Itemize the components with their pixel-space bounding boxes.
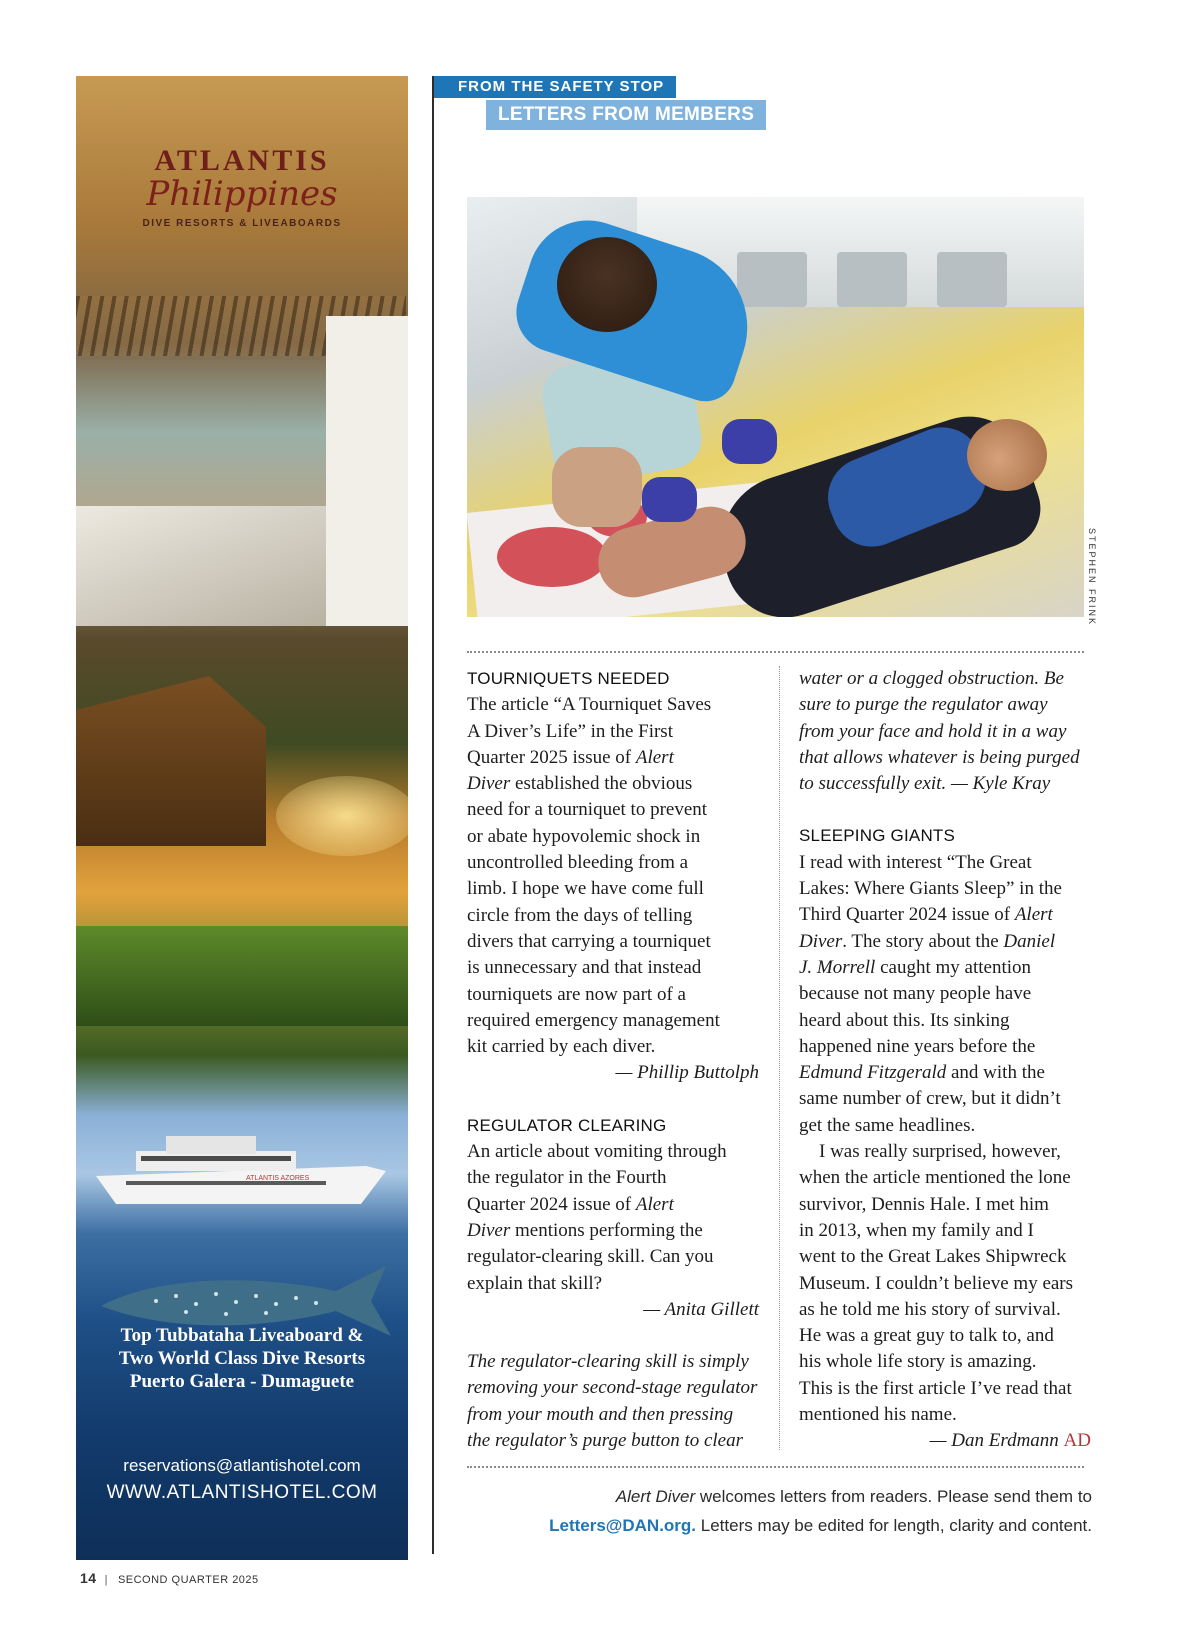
note-line-2	[549, 1511, 1092, 1540]
text-line: I read with interest “The Great	[799, 851, 1032, 873]
letter-heading: TOURNIQUETS NEEDED	[467, 669, 670, 688]
column-dotted-rule	[779, 666, 780, 1450]
bottom-dotted-rule	[467, 1466, 1084, 1468]
text-line: survivor, Dennis Hale. I met him	[799, 1193, 1049, 1215]
text-line: This is the first article I’ve read that	[799, 1377, 1072, 1399]
letter-signature: — Anita Gillett	[643, 1298, 759, 1320]
text-line: when the article mentioned the lone	[799, 1167, 1071, 1189]
letter-body	[467, 692, 759, 1060]
text-line: from your mouth and then pressing	[467, 1403, 734, 1425]
article-column-left	[467, 666, 759, 1454]
text-line: uncontrolled bleeding from a	[467, 852, 689, 874]
text-line: limb. I hope we have come full	[467, 878, 704, 900]
letter-body	[467, 1139, 759, 1297]
text-line: is unnecessary and that instead	[467, 957, 702, 979]
magazine-name: Alert Diver	[615, 1487, 696, 1506]
ad-contact	[76, 1456, 408, 1504]
ad-email-link[interactable]: reservations@atlantishotel.com	[123, 1456, 361, 1475]
text-line: J. Morrell caught my attention	[799, 956, 1031, 978]
ad-white-wall	[326, 316, 408, 626]
ad-liveaboard-boat-image	[96, 1126, 386, 1206]
text-line: required emergency management	[467, 1009, 720, 1031]
photo-diver-head	[967, 419, 1047, 491]
text-line: circle from the days of telling	[467, 904, 693, 926]
editor-reply-continued	[799, 666, 1091, 797]
text-line: mentioned his name.	[799, 1404, 957, 1426]
article-column-right	[799, 666, 1091, 1455]
text-line: He was a great guy to talk to, and	[799, 1325, 1054, 1347]
text-line: Quarter 2025 issue of Alert	[467, 746, 674, 768]
ad-tagline-line: Puerto Galera - Dumaguete	[129, 1371, 355, 1392]
column-divider	[432, 76, 434, 1554]
letter-signature	[799, 1428, 1091, 1454]
text-line: Edmund Fitzgerald and with the	[799, 1062, 1045, 1084]
photo-credit: STEPHEN FRINK	[1087, 528, 1097, 627]
text-line: that allows whatever is being purged	[799, 746, 1080, 768]
text-line: need for a tourniquet to prevent	[467, 799, 708, 821]
text-line: to successfully exit. — Kyle Kray	[799, 773, 1051, 795]
letter-heading: SLEEPING GIANTS	[799, 826, 956, 846]
photo-bench-slot	[837, 252, 907, 307]
ad-sunset-glow	[276, 776, 408, 856]
ad-tagline-line: Top Tubbataha Liveaboard &	[120, 1325, 364, 1346]
text-line: Third Quarter 2024 issue of Alert	[799, 904, 1053, 926]
ad-terrace	[76, 506, 326, 626]
section-title: LETTERS FROM MEMBERS	[486, 100, 766, 130]
ad-thatched-hut	[76, 676, 266, 846]
letters-submission-note	[549, 1482, 1092, 1540]
ad-logo	[76, 144, 408, 229]
text-line: Diver established the obvious	[467, 773, 693, 795]
top-dotted-rule	[467, 651, 1084, 653]
letters-email-link[interactable]: Letters@DAN.org.	[549, 1516, 697, 1535]
note-line-1	[549, 1482, 1092, 1511]
text-line: Lakes: Where Giants Sleep” in the	[799, 878, 1062, 900]
atlantis-advertisement[interactable]	[76, 76, 408, 1560]
editor-reply	[467, 1349, 759, 1454]
text-line: Diver mentions performing the	[467, 1219, 703, 1241]
note-text: welcomes letters from readers. Please send them to	[695, 1487, 1092, 1506]
text-line: in 2013, when my family and I	[799, 1219, 1034, 1241]
text-line: kit carried by each diver.	[467, 1036, 656, 1058]
text-line: the regulator in the Fourth	[467, 1167, 667, 1189]
signature-name: — Dan Erdmann	[929, 1430, 1059, 1452]
ad-website-link[interactable]: WWW.ATLANTISHOTEL.COM	[106, 1482, 378, 1503]
page-folio: 14 | SECOND QUARTER 2025	[80, 1570, 259, 1586]
text-line: because not many people have	[799, 983, 1032, 1005]
issue-label: SECOND QUARTER 2025	[117, 1574, 259, 1586]
text-line: An article about vomiting through	[467, 1141, 727, 1163]
text-line: happened nine years before the	[799, 1035, 1036, 1057]
end-mark: AD	[1063, 1430, 1091, 1452]
text-line: went to the Great Lakes Shipwreck	[799, 1246, 1067, 1268]
tourniquet-training-photo	[467, 197, 1084, 617]
text-line: A Diver’s Life” in the First	[467, 720, 673, 742]
text-line: tourniquets are now part of a	[467, 983, 686, 1005]
ad-tagline	[76, 1324, 408, 1393]
ad-brand-script: Philippines	[146, 174, 338, 214]
text-line: I was really surprised, however,	[819, 1141, 1061, 1163]
text-line: from your face and hold it in a way	[799, 720, 1067, 742]
text-line: explain that skill?	[467, 1272, 603, 1294]
text-line: divers that carrying a tourniquet	[467, 930, 711, 952]
text-line: Diver. The story about the Daniel	[799, 930, 1056, 952]
photo-glove	[642, 477, 697, 522]
text-line: as he told me his story of survival.	[799, 1298, 1061, 1320]
photo-glove	[722, 419, 777, 464]
photo-bench-slot	[937, 252, 1007, 307]
text-line: the regulator’s purge button to clear	[467, 1430, 744, 1452]
photo-bench-slot	[737, 252, 807, 307]
letter-heading: REGULATOR CLEARING	[467, 1115, 667, 1135]
ad-tagline-line: Two World Class Dive Resorts	[118, 1348, 366, 1369]
page-number: 14	[80, 1570, 97, 1586]
letter-body	[799, 850, 1091, 1139]
letter-signature: — Phillip Buttolph	[615, 1062, 759, 1084]
text-line: Museum. I couldn’t believe my ears	[799, 1272, 1074, 1294]
ad-brand-subtitle: DIVE RESORTS & LIVEABOARDS	[142, 218, 342, 229]
ad-brand-name: ATLANTIS	[154, 144, 330, 177]
text-line: get the same headlines.	[799, 1114, 976, 1136]
photo-rescuer-head	[557, 237, 657, 332]
text-line: Quarter 2024 issue of Alert	[467, 1193, 674, 1215]
text-line: water or a clogged obstruction. Be	[799, 668, 1064, 689]
ad-lawn	[76, 926, 408, 1026]
text-line: heard about this. Its sinking	[799, 1009, 1010, 1031]
text-line: removing your second-stage regulator	[467, 1377, 758, 1399]
text-line: The regulator-clearing skill is simply	[467, 1351, 749, 1373]
department-kicker: FROM THE SAFETY STOP	[434, 76, 676, 98]
photo-rescuer-leg	[552, 447, 642, 527]
text-line: The article “A Tourniquet Saves	[467, 694, 712, 716]
note-text: Letters may be edited for length, clarity and content.	[696, 1516, 1092, 1535]
ad-boat-name: ATLANTIS AZORES	[246, 1175, 310, 1182]
text-line: same number of crew, but it didn’t	[799, 1088, 1061, 1110]
photo-blood-stain	[497, 527, 607, 587]
text-line: regulator-clearing skill. Can you	[467, 1246, 714, 1268]
text-line: sure to purge the regulator away	[799, 694, 1048, 716]
text-line: his whole life story is amazing.	[799, 1351, 1037, 1373]
text-line: or abate hypovolemic shock in	[467, 825, 701, 847]
letter-body	[799, 1139, 1091, 1428]
